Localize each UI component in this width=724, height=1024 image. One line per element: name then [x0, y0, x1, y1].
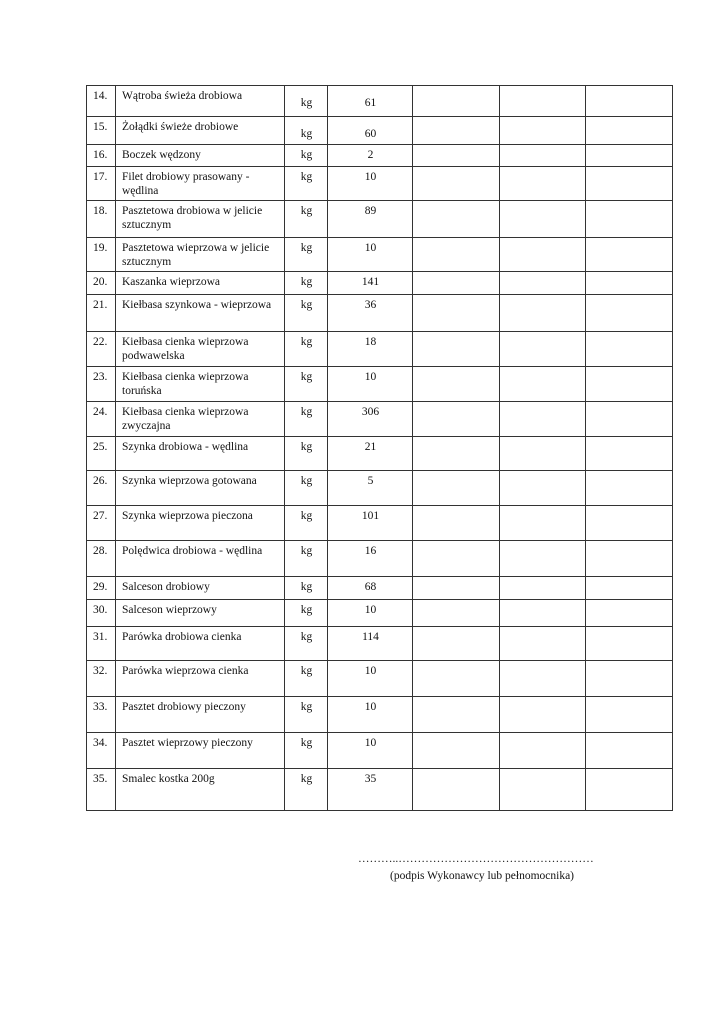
- product-name: Pasztet wieprzowy pieczony: [116, 733, 285, 769]
- quantity: 10: [328, 661, 413, 697]
- empty-cell: [413, 437, 500, 471]
- empty-cell: [500, 577, 586, 600]
- empty-cell: [586, 145, 673, 167]
- empty-cell: [500, 201, 586, 238]
- product-name: Szynka wieprzowa gotowana: [116, 471, 285, 506]
- table-row: [87, 661, 673, 697]
- empty-cell: [586, 367, 673, 402]
- empty-cell: [500, 145, 586, 167]
- empty-cell: [586, 697, 673, 733]
- quantity: 5: [328, 471, 413, 506]
- row-number: 17.: [87, 167, 116, 201]
- empty-cell: [413, 733, 500, 769]
- row-number: 30.: [87, 600, 116, 627]
- empty-cell: [586, 295, 673, 332]
- product-name: Parówka drobiowa cienka: [116, 627, 285, 661]
- quantity: 36: [328, 295, 413, 332]
- product-name: Polędwica drobiowa - wędlina: [116, 541, 285, 577]
- empty-cell: [586, 471, 673, 506]
- empty-cell: [500, 506, 586, 541]
- quantity: 21: [328, 437, 413, 471]
- product-name: Filet drobiowy prasowany - wędlina: [116, 167, 285, 201]
- quantity: 10: [328, 167, 413, 201]
- row-number: 16.: [87, 145, 116, 167]
- empty-cell: [586, 402, 673, 437]
- products-table: [86, 85, 673, 811]
- table-row: [87, 402, 673, 437]
- empty-cell: [586, 769, 673, 811]
- table-row: [87, 506, 673, 541]
- product-name: Pasztet drobiowy pieczony: [116, 697, 285, 733]
- unit: kg: [285, 541, 328, 577]
- quantity: 10: [328, 600, 413, 627]
- row-number: 23.: [87, 367, 116, 402]
- unit: kg: [285, 437, 328, 471]
- row-number: 28.: [87, 541, 116, 577]
- empty-cell: [500, 238, 586, 272]
- row-number: 18.: [87, 201, 116, 238]
- unit: kg: [285, 272, 328, 295]
- empty-cell: [500, 167, 586, 201]
- quantity: 18: [328, 332, 413, 367]
- table-row: [87, 167, 673, 201]
- empty-cell: [586, 167, 673, 201]
- empty-cell: [413, 471, 500, 506]
- product-name: Boczek wędzony: [116, 145, 285, 167]
- empty-cell: [586, 437, 673, 471]
- product-name: Kaszanka wieprzowa: [116, 272, 285, 295]
- quantity: 89: [328, 201, 413, 238]
- table-row: [87, 627, 673, 661]
- product-name: Parówka wieprzowa cienka: [116, 661, 285, 697]
- empty-cell: [586, 506, 673, 541]
- empty-cell: [413, 201, 500, 238]
- empty-cell: [586, 577, 673, 600]
- quantity: 10: [328, 367, 413, 402]
- empty-cell: [500, 697, 586, 733]
- row-number: 26.: [87, 471, 116, 506]
- row-number: 31.: [87, 627, 116, 661]
- empty-cell: [586, 86, 673, 117]
- quantity: 141: [328, 272, 413, 295]
- unit: kg: [285, 661, 328, 697]
- product-name: Pasztetowa drobiowa w jelicie sztucznym: [116, 201, 285, 238]
- empty-cell: [500, 86, 586, 117]
- empty-cell: [500, 117, 586, 145]
- unit: kg: [285, 145, 328, 167]
- empty-cell: [500, 272, 586, 295]
- unit: kg: [285, 201, 328, 238]
- empty-cell: [413, 697, 500, 733]
- table-row: [87, 295, 673, 332]
- empty-cell: [586, 272, 673, 295]
- table-row: [87, 471, 673, 506]
- unit: kg: [285, 86, 328, 117]
- empty-cell: [413, 332, 500, 367]
- row-number: 14.: [87, 86, 116, 117]
- unit: kg: [285, 577, 328, 600]
- empty-cell: [586, 661, 673, 697]
- table-row: [87, 697, 673, 733]
- empty-cell: [413, 272, 500, 295]
- unit: kg: [285, 167, 328, 201]
- signature-caption: (podpis Wykonawcy lub pełnomocnika): [390, 870, 575, 882]
- empty-cell: [413, 117, 500, 145]
- empty-cell: [413, 627, 500, 661]
- product-name: Wątroba świeża drobiowa: [116, 86, 285, 117]
- empty-cell: [500, 661, 586, 697]
- table-row: [87, 769, 673, 811]
- empty-cell: [586, 238, 673, 272]
- table-row: [87, 117, 673, 145]
- row-number: 35.: [87, 769, 116, 811]
- empty-cell: [413, 769, 500, 811]
- quantity: 10: [328, 238, 413, 272]
- row-number: 22.: [87, 332, 116, 367]
- product-name: Pasztetowa wieprzowa w jelicie sztucznym: [116, 238, 285, 272]
- empty-cell: [413, 145, 500, 167]
- unit: kg: [285, 367, 328, 402]
- row-number: 27.: [87, 506, 116, 541]
- signature-line: ………..……………………………………………: [358, 853, 594, 865]
- product-name: Szynka drobiowa - wędlina: [116, 437, 285, 471]
- empty-cell: [586, 733, 673, 769]
- quantity: 10: [328, 733, 413, 769]
- empty-cell: [413, 238, 500, 272]
- unit: kg: [285, 117, 328, 145]
- empty-cell: [586, 117, 673, 145]
- empty-cell: [500, 402, 586, 437]
- product-name: Kiełbasa szynkowa - wieprzowa: [116, 295, 285, 332]
- unit: kg: [285, 506, 328, 541]
- quantity: 68: [328, 577, 413, 600]
- unit: kg: [285, 600, 328, 627]
- unit: kg: [285, 238, 328, 272]
- empty-cell: [413, 167, 500, 201]
- row-number: 21.: [87, 295, 116, 332]
- row-number: 24.: [87, 402, 116, 437]
- row-number: 25.: [87, 437, 116, 471]
- empty-cell: [500, 627, 586, 661]
- empty-cell: [500, 295, 586, 332]
- empty-cell: [586, 627, 673, 661]
- quantity: 10: [328, 697, 413, 733]
- empty-cell: [413, 402, 500, 437]
- empty-cell: [586, 332, 673, 367]
- table-row: [87, 577, 673, 600]
- row-number: 20.: [87, 272, 116, 295]
- product-name: Żołądki świeże drobiowe: [116, 117, 285, 145]
- quantity: 2: [328, 145, 413, 167]
- table-row: [87, 201, 673, 238]
- table-row: [87, 600, 673, 627]
- empty-cell: [500, 769, 586, 811]
- unit: kg: [285, 769, 328, 811]
- empty-cell: [413, 86, 500, 117]
- product-name: Kiełbasa cienka wieprzowa toruńska: [116, 367, 285, 402]
- row-number: 33.: [87, 697, 116, 733]
- unit: kg: [285, 332, 328, 367]
- empty-cell: [586, 541, 673, 577]
- quantity: 61: [328, 86, 413, 117]
- empty-cell: [500, 600, 586, 627]
- table-row: [87, 145, 673, 167]
- quantity: 35: [328, 769, 413, 811]
- row-number: 19.: [87, 238, 116, 272]
- empty-cell: [413, 661, 500, 697]
- empty-cell: [413, 577, 500, 600]
- row-number: 29.: [87, 577, 116, 600]
- quantity: 114: [328, 627, 413, 661]
- empty-cell: [586, 201, 673, 238]
- quantity: 60: [328, 117, 413, 145]
- table-row: [87, 541, 673, 577]
- product-name: Kiełbasa cienka wieprzowa podwawelska: [116, 332, 285, 367]
- empty-cell: [500, 332, 586, 367]
- empty-cell: [500, 471, 586, 506]
- empty-cell: [413, 367, 500, 402]
- unit: kg: [285, 697, 328, 733]
- product-name: Salceson drobiowy: [116, 577, 285, 600]
- unit: kg: [285, 627, 328, 661]
- table-row: [87, 733, 673, 769]
- table-row: [87, 437, 673, 471]
- unit: kg: [285, 402, 328, 437]
- unit: kg: [285, 733, 328, 769]
- product-name: Salceson wieprzowy: [116, 600, 285, 627]
- row-number: 32.: [87, 661, 116, 697]
- empty-cell: [500, 541, 586, 577]
- row-number: 34.: [87, 733, 116, 769]
- empty-cell: [500, 367, 586, 402]
- product-name: Szynka wieprzowa pieczona: [116, 506, 285, 541]
- empty-cell: [413, 541, 500, 577]
- table-row: [87, 332, 673, 367]
- quantity: 16: [328, 541, 413, 577]
- empty-cell: [500, 733, 586, 769]
- table-row: [87, 272, 673, 295]
- unit: kg: [285, 295, 328, 332]
- product-name: Smalec kostka 200g: [116, 769, 285, 811]
- quantity: 306: [328, 402, 413, 437]
- unit: kg: [285, 471, 328, 506]
- empty-cell: [413, 506, 500, 541]
- empty-cell: [413, 600, 500, 627]
- empty-cell: [586, 600, 673, 627]
- table-row: [87, 367, 673, 402]
- table-row: [87, 238, 673, 272]
- quantity: 101: [328, 506, 413, 541]
- table-row: [87, 86, 673, 117]
- product-name: Kiełbasa cienka wieprzowa zwyczajna: [116, 402, 285, 437]
- empty-cell: [413, 295, 500, 332]
- empty-cell: [500, 437, 586, 471]
- row-number: 15.: [87, 117, 116, 145]
